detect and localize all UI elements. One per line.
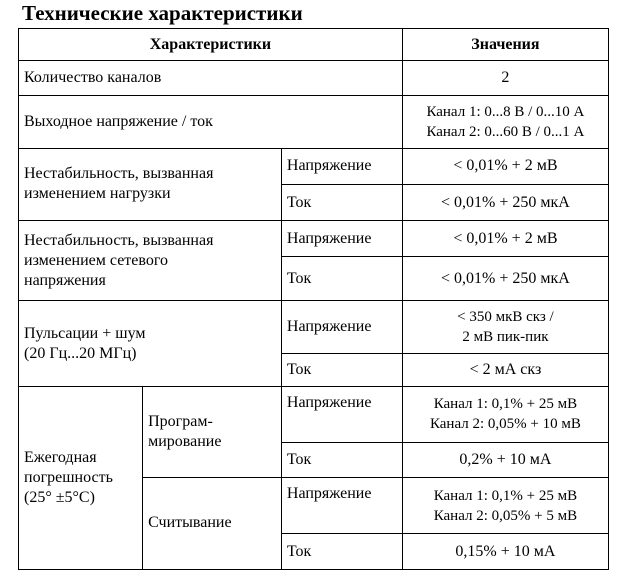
line-current-label: Ток bbox=[281, 256, 402, 301]
line-voltage-value: < 0,01% + 2 мВ bbox=[402, 221, 608, 256]
table-row bbox=[19, 221, 609, 256]
readback-label: Считывание bbox=[143, 477, 282, 569]
programming-voltage-value bbox=[402, 386, 608, 443]
readback-voltage-line2: Канал 2: 0,05% + 5 мВ bbox=[433, 507, 578, 524]
load-instability-label bbox=[19, 148, 282, 221]
annual-accuracy-label bbox=[19, 386, 143, 569]
ripple-current-value: < 2 мА скз bbox=[402, 354, 608, 386]
output-channel2: Канал 2: 0...60 В / 0...1 А bbox=[426, 123, 585, 140]
ripple-current-label: Ток bbox=[281, 354, 402, 386]
channels-value: 2 bbox=[402, 61, 608, 95]
table-row bbox=[19, 386, 609, 443]
programming-label bbox=[143, 386, 282, 477]
channels-label: Количество каналов bbox=[19, 61, 403, 95]
line-instability-label-line3: напряжения bbox=[24, 271, 106, 289]
line-instability-label-line1: Нестабильность, вызванная bbox=[24, 231, 214, 249]
programming-voltage-line1: Канал 1: 0,1% + 25 мВ bbox=[433, 396, 578, 413]
readback-voltage-line1: Канал 1: 0,1% + 25 мВ bbox=[433, 487, 578, 504]
load-instability-label-line2: изменением нагрузки bbox=[24, 185, 171, 203]
load-current-label: Ток bbox=[281, 184, 402, 220]
table-row bbox=[19, 61, 609, 95]
line-instability-label bbox=[19, 221, 282, 301]
line-instability-label-line2: изменением сетевого bbox=[24, 251, 168, 269]
table-row bbox=[19, 301, 609, 354]
header-characteristics: Характеристики bbox=[19, 29, 403, 61]
programming-label-line1: Програм- bbox=[148, 412, 213, 430]
programming-voltage-label: Напряжение bbox=[281, 386, 402, 443]
load-current-value: < 0,01% + 250 мкА bbox=[402, 184, 608, 220]
output-channel1: Канал 1: 0...8 В / 0...10 А bbox=[426, 103, 585, 120]
ripple-voltage-value bbox=[402, 301, 608, 354]
readback-voltage-value bbox=[402, 477, 608, 534]
ripple-voltage-label: Напряжение bbox=[281, 301, 402, 354]
ripple-voltage-line1: < 350 мкВ скз / bbox=[457, 309, 554, 326]
ripple-label bbox=[19, 301, 282, 386]
table-row bbox=[19, 95, 609, 148]
load-voltage-label: Напряжение bbox=[281, 148, 402, 184]
annual-accuracy-label-line2: погрешность bbox=[24, 468, 113, 486]
ripple-voltage-line2: 2 мВ пик-пик bbox=[462, 329, 549, 346]
load-voltage-value: < 0,01% + 2 мВ bbox=[402, 148, 608, 184]
programming-label-line2: мирование bbox=[148, 432, 222, 450]
readback-current-value: 0,15% + 10 мА bbox=[402, 534, 608, 570]
output-value bbox=[402, 95, 608, 148]
page-title: Технические характеристики bbox=[22, 1, 303, 25]
line-voltage-label: Напряжение bbox=[281, 221, 402, 256]
programming-voltage-line2: Канал 2: 0,05% + 10 мВ bbox=[429, 416, 581, 433]
programming-current-value: 0,2% + 10 мА bbox=[402, 443, 608, 477]
header-values: Значения bbox=[402, 29, 608, 61]
annual-accuracy-label-line1: Ежегодная bbox=[24, 448, 97, 466]
output-label: Выходное напряжение / ток bbox=[19, 95, 403, 148]
ripple-label-line2: (20 Гц...20 МГц) bbox=[24, 344, 137, 362]
table-row bbox=[19, 148, 609, 184]
readback-voltage-label: Напряжение bbox=[281, 477, 402, 534]
readback-current-label: Ток bbox=[281, 534, 402, 570]
annual-accuracy-label-line3: (25° ±5°С) bbox=[24, 488, 95, 506]
header-row bbox=[19, 29, 609, 61]
ripple-label-line1: Пульсации + шум bbox=[24, 324, 146, 342]
line-current-value: < 0,01% + 250 мкА bbox=[402, 256, 608, 301]
load-instability-label-line1: Нестабильность, вызванная bbox=[24, 165, 214, 183]
specs-table bbox=[18, 28, 609, 570]
programming-current-label: Ток bbox=[281, 443, 402, 477]
